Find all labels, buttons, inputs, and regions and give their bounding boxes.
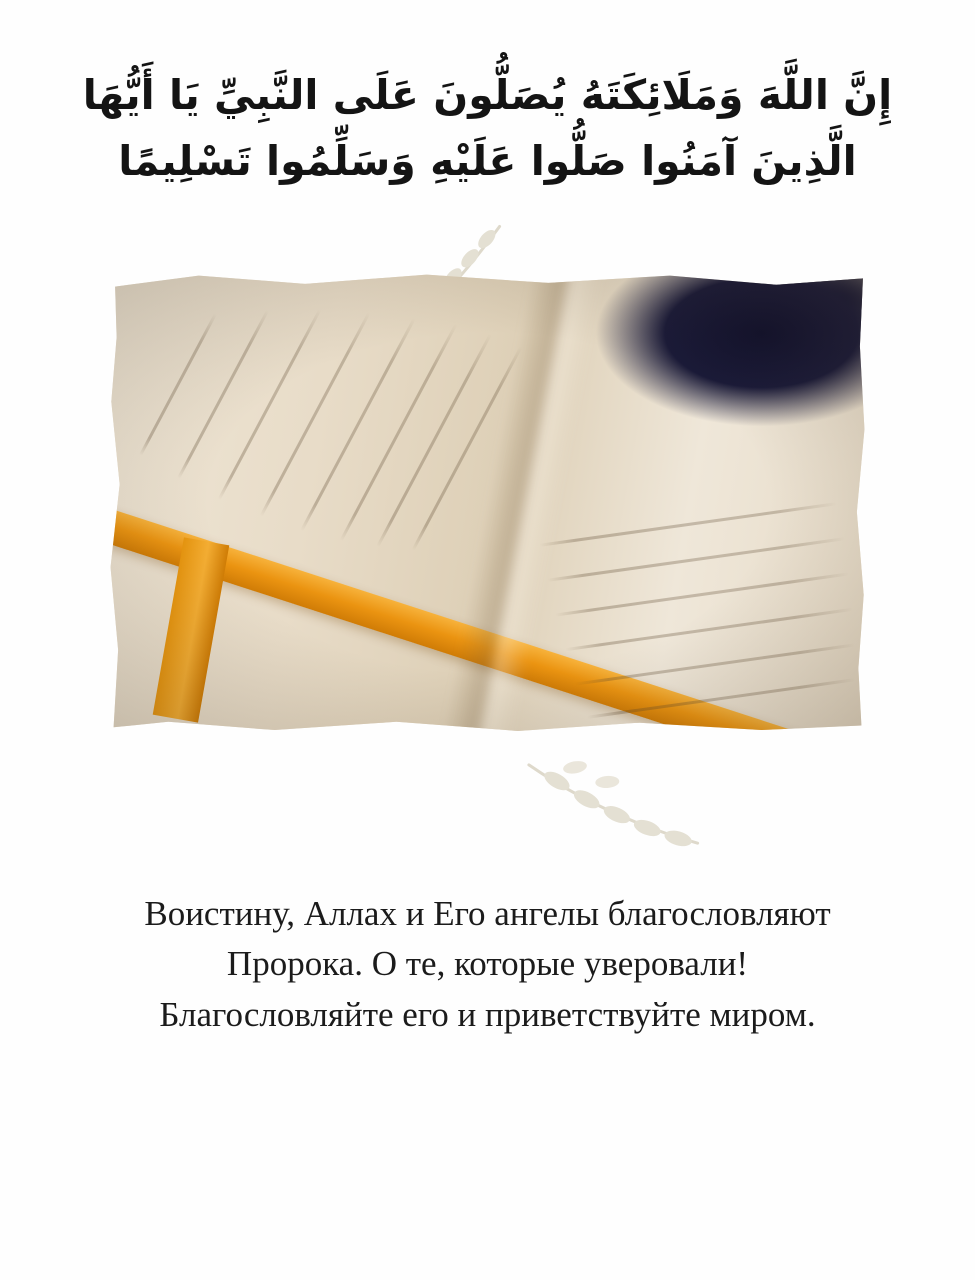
translation-text: Воистину, Аллах и Его ангелы благословляют Пророка. О те, которые уверовали! Благословляйте его и приветствуйте миром. (144, 893, 831, 1034)
leaf-sprig-icon-bottom (512, 746, 713, 866)
quran-photo (108, 273, 868, 733)
photo-block (108, 273, 868, 793)
photo-vignette (108, 273, 868, 733)
ayah-arabic-text: إِنَّ اللَّهَ وَمَلَائِكَتَهُ يُصَلُّونَ عَلَى النَّبِيِّ يَا أَيُّهَا الَّذِينَ آمَنُوا صَلُّوا عَلَيْهِ وَسَلِّمُوا تَسْلِيمًا (82, 71, 893, 186)
